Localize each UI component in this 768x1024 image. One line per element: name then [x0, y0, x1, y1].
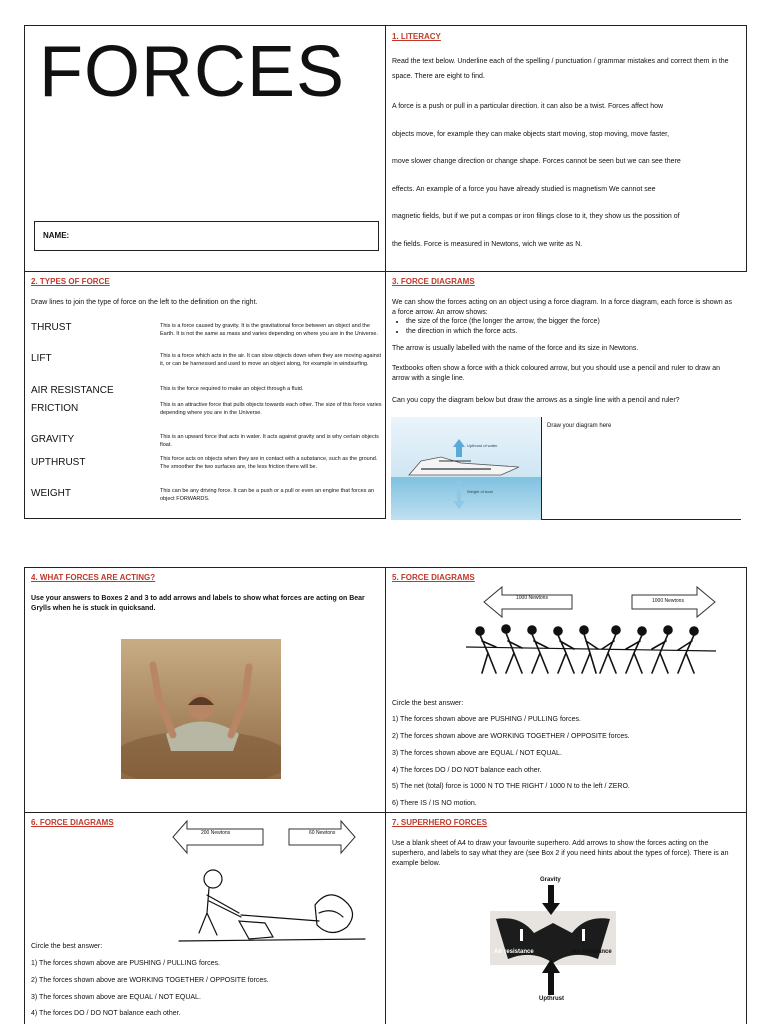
question-item: 5) The net (total) force is 1000 N TO THE RIGHT / 1000 N to the left / ZERO.: [392, 783, 630, 790]
superhero-intro: Use a blank sheet of A4 to draw your favourite superhero. Add arrows to show the forces acting on the superhero, and labels to say what they are (see Box 2 if you need hints about the types of force). There is an example below.: [392, 840, 729, 867]
section-heading: 6. FORCE DIAGRAMS: [31, 818, 114, 827]
upthrust-label: Upthrust of water: [467, 443, 498, 448]
section-literacy: [385, 25, 747, 272]
tug-of-war-figures: [466, 621, 716, 681]
upthrust-label: Upthrust: [539, 996, 564, 1002]
question-item: 4) The forces DO / DO NOT balance each other.: [31, 1010, 181, 1017]
diagram-bullets: [392, 317, 746, 337]
question-item: 3) The forces shown above are EQUAL / NOT EQUAL.: [31, 994, 201, 1001]
diagram-question: Can you copy the diagram below but draw the arrows as a single line with a pencil and ruler?: [392, 397, 680, 404]
question-item: 3) The forces shown above are EQUAL / NOT EQUAL.: [392, 750, 562, 757]
quicksand-photo: [121, 639, 281, 779]
section-force-diagrams-5: [385, 567, 747, 813]
push-pull-arrows: [171, 818, 357, 856]
force-term: GRAVITY: [31, 434, 75, 445]
superhero-diagram: [490, 885, 616, 999]
circle-instruction: Circle the best answer:: [31, 943, 103, 950]
name-field[interactable]: [34, 221, 379, 251]
question-item: 6) There IS / IS NO motion.: [392, 800, 477, 807]
weight-label: Weight of boat: [467, 489, 493, 494]
literacy-line: A force is a push or pull in a particular direction. it can also be a twist. Forces affect how: [392, 103, 664, 110]
section-heading: 4. WHAT FORCES ARE ACTING?: [31, 573, 156, 582]
circle-instruction: Circle the best answer:: [392, 700, 464, 707]
force-term: LIFT: [31, 353, 52, 364]
force-term: AIR RESISTANCE: [31, 385, 114, 396]
literacy-line: effects. An example of a force you have already studied is magnetism We cannot see: [392, 186, 656, 193]
section-heading: 2. TYPES OF FORCE: [31, 277, 110, 286]
force-definition: This is an upward force that acts in water. It acts against gravity and is why certain objects float.: [160, 434, 379, 448]
literacy-line: magnetic fields, but if we put a compas or iron filings close to it, they show us the possition of: [392, 213, 680, 220]
section-heading: 1. LITERACY: [392, 32, 441, 41]
left-arrow-label: 1000 Newtons: [516, 595, 548, 601]
draw-here-label: Draw your diagram here: [547, 423, 612, 429]
diagram-intro: We can show the forces acting on an object using a force diagram. In a force diagram, each force is shown as a force arrow. An arrow shows:: [392, 299, 732, 316]
diagram-para: Textbooks often show a force with a thick coloured arrow, but you should use a pencil and ruler to draw an arrow with a single line.: [392, 365, 721, 382]
gravity-label: Gravity: [540, 877, 561, 883]
force-definition: This is an attractive force that pulls objects towards each other. The size of this force varies depending where you are in the Universe.: [160, 402, 382, 416]
force-definition: This force acts on objects when they are in contact with a substance, such as the ground. The smoother the two surfaces are, the less friction there will be.: [160, 456, 378, 470]
force-definition: This is the force required to make an object through a fluid.: [160, 386, 304, 392]
question-item: 2) The forces shown above are WORKING TOGETHER / OPPOSITE forces.: [31, 977, 269, 984]
name-label: NAME:: [43, 231, 70, 240]
force-definition: This can be any driving force. It can be a push or a pull or even an engine that forces an object FORWARDS.: [160, 488, 375, 502]
question-item: 1) The forces shown above are PUSHING / PULLING forces.: [392, 716, 581, 723]
section-superhero-forces: [385, 812, 747, 1024]
force-term: THRUST: [31, 322, 72, 333]
air-resistance-right-label: Air resistance: [572, 949, 612, 955]
diagram-para: The arrow is usually labelled with the name of the force and its size in Newtons.: [392, 345, 639, 352]
boat-diagram: [391, 417, 541, 520]
question-item: 1) The forces shown above are PUSHING / PULLING forces.: [31, 960, 220, 967]
literacy-line: objects move, for example they can make objects start moving, stop moving, move faster,: [392, 131, 670, 138]
section-heading: 3. FORCE DIAGRAMS: [392, 277, 475, 286]
section-force-diagrams-3: [385, 271, 747, 519]
literacy-intro: Read the text below. Underline each of the spelling / punctuation / grammar mistakes and correct them in the space. There are eight to find.: [392, 58, 729, 80]
literacy-line: the fields. Force is measured in Newtons, wich we write as N.: [392, 241, 583, 248]
section-heading: 5. FORCE DIAGRAMS: [392, 573, 475, 582]
section-types-of-force: [24, 271, 386, 519]
literacy-line: move slower change direction or change shape. Forces cannot be seen but we can see there: [392, 158, 681, 165]
question-item: 2) The forces shown above are WORKING TOGETHER / OPPOSITE forces.: [392, 733, 630, 740]
question-item: 4) The forces DO / DO NOT balance each other.: [392, 767, 542, 774]
right-arrow-label: 1000 Newtons: [652, 598, 684, 604]
left-arrow-label: 200 Newtons: [201, 830, 231, 836]
force-term: UPTHRUST: [31, 457, 86, 468]
draw-area[interactable]: [541, 417, 741, 520]
cartoon-pull: [169, 861, 369, 943]
force-term: WEIGHT: [31, 488, 71, 499]
force-definition: This is a force caused by gravity. It is the gravitational force between an object and the Earth. It is not the same as mass and varies depending on where you are in the Universe.: [160, 323, 378, 337]
bullet-item: • the direction in which the force acts.: [406, 327, 746, 337]
title-box: [24, 25, 386, 272]
page-title: FORCES: [39, 32, 346, 112]
what-forces-intro: Use your answers to Boxes 2 and 3 to add arrows and labels to show what forces are acting on Bear Grylls when he is stuck in quicksand.: [31, 595, 365, 612]
section-force-diagrams-6: [24, 812, 386, 1024]
right-arrow-label: 60 Newtons: [309, 830, 336, 836]
force-definition: This is a force which acts in the air. It can slow objects down when they are moving against it, or can be harnessed and used to move an object along, for example in windsurfing.: [160, 353, 382, 367]
section-what-forces: [24, 567, 386, 813]
air-resistance-left-label: Air resistance: [494, 949, 534, 955]
force-term: FRICTION: [31, 403, 79, 414]
section-heading: 7. SUPERHERO FORCES: [392, 818, 488, 827]
bullet-item: • the size of the force (the longer the arrow, the bigger the force): [406, 317, 746, 327]
types-intro: Draw lines to join the type of force on the left to the definition on the right.: [31, 299, 258, 306]
